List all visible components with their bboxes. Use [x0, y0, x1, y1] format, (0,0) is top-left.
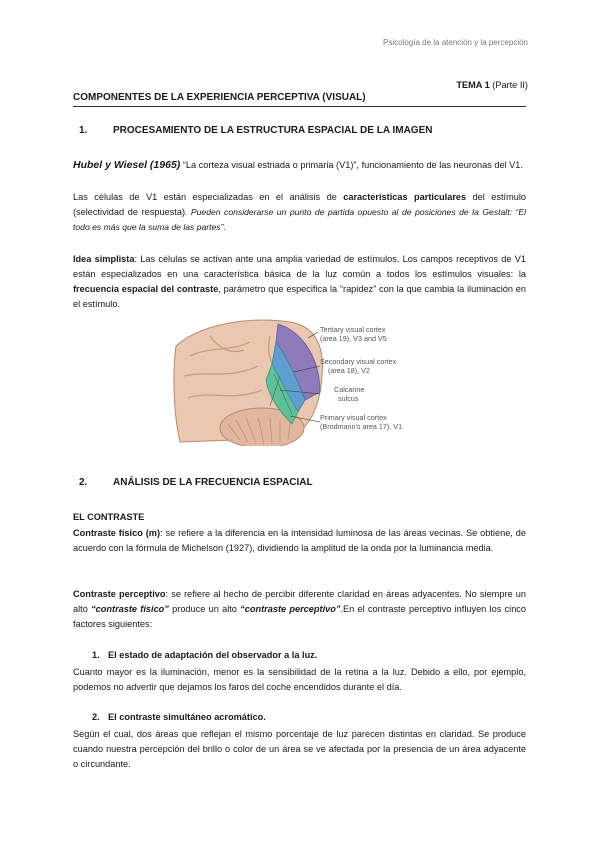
section-1-number: 1.	[79, 125, 88, 136]
citation-rest: , funcionamiento de las neuronas del V1.	[356, 160, 523, 170]
factor-1-number: 1.	[92, 650, 100, 660]
factor-1-text: Cuanto mayor es la iluminación, menor es la sensibilidad de la retina a la luz. Debido a ello, por ejemplo, podemos no advertir que dejamos los faros del coche encendidos durante el día.	[73, 667, 526, 692]
author-citation: Hubel y Wiesel (1965)	[73, 159, 181, 171]
section-2-number: 2.	[79, 477, 88, 488]
topic-label	[456, 80, 528, 90]
factor-2-heading	[92, 712, 266, 722]
running-header: Psicología de la atención y la percepción	[383, 38, 528, 47]
factor-1-title: El estado de adaptación del observador a la luz.	[108, 650, 318, 660]
paragraph-simple-idea	[73, 252, 526, 312]
bold-italic-term: “contraste físico”	[91, 604, 169, 614]
document-title: COMPONENTES DE LA EXPERIENCIA PERCEPTIVA (VISUAL)	[73, 92, 526, 107]
text-run: Las células de V1 están especializadas en el análisis de	[73, 192, 344, 202]
label-tertiary-cortex: Tertiary visual cortex	[320, 325, 386, 334]
bold-term: Contraste perceptivo	[73, 589, 166, 599]
paragraph-perceptual-contrast	[73, 587, 526, 632]
label-secondary-cortex-detail: (area 18), V2	[328, 366, 370, 375]
label-sulcus: sulcus	[338, 394, 359, 403]
bold-term: Idea simplista	[73, 254, 135, 264]
text-run: produce un alto	[168, 604, 241, 614]
factor-2-text: Según el cual, dos áreas que reflejan el mismo porcentaje de luz parecen distintas en claridad. Se produce cuando nuestra percepción del brillo o color de un área se ve afectada por la presencia de un área adyacente o circundante.	[73, 729, 526, 769]
text-run: : se refiere al hecho de percibir diferente claridad en áreas adyacentes. No siempre un alto	[73, 589, 526, 614]
factor-2-number: 2.	[92, 712, 100, 722]
bold-italic-term: “contraste perceptivo”	[240, 604, 341, 614]
paragraph-v1-cells	[73, 190, 526, 235]
label-primary-cortex-detail: (Brodmann's area 17), V1	[320, 422, 403, 431]
subheading-contrast: EL CONTRASTE	[73, 512, 145, 522]
label-primary-cortex: Primary visual cortex	[320, 413, 387, 422]
paragraph-hubel-wiesel	[73, 158, 526, 173]
text-run: .En el contraste perceptivo influyen los cinco factores siguientes:	[73, 604, 527, 629]
text-run: : Las células se activan ante una amplia variedad de estímulos. Los campos receptivos de V1 están especializados en una característica básica de la luz común a todos los estímulos visuales: la	[73, 254, 526, 279]
bold-term: Contraste físico (m)	[73, 528, 161, 538]
text-run: , parámetro que especifica la “rapidez” con la que cambia la iluminación en el estímulo.	[73, 284, 526, 309]
citation-quote: “La corteza visual estriada o primaria (V1)”	[182, 160, 357, 170]
label-calcarine: Calcarine	[334, 385, 365, 394]
text-run: del estímulo (selectividad de respuesta)	[73, 192, 526, 217]
text-run: : se refiere a la diferencia en la intensidad luminosa de las áreas vecinas. Se obtiene, de acuerdo con la fórmula de Michelson (1927), dividiendo la amplitud de la onda por la luminancia media.	[73, 528, 526, 553]
bold-term: características particulares	[343, 192, 467, 202]
paragraph-physical-contrast	[73, 526, 526, 556]
italic-note: . Pueden considerarse un punto de partida opuesto al de posiciones de la Gestalt: “El todo es más que la suma de las partes”.	[73, 207, 526, 232]
topic-number: TEMA 1	[456, 80, 490, 90]
topic-part: (Parte II)	[492, 80, 528, 90]
label-tertiary-cortex-detail: (area 19), V3 and V5	[320, 334, 387, 343]
factor-2-title: El contraste simultáneo acromático.	[108, 712, 266, 722]
brain-illustration	[170, 316, 430, 446]
label-secondary-cortex: Secondary visual cortex	[320, 357, 397, 366]
section-2-title: ANÁLISIS DE LA FRECUENCIA ESPACIAL	[113, 477, 313, 488]
section-1-heading	[73, 125, 432, 136]
factor-1-heading	[92, 650, 317, 660]
section-1-title: PROCESAMIENTO DE LA ESTRUCTURA ESPACIAL DE LA IMAGEN	[113, 125, 433, 136]
bold-term: frecuencia espacial del contraste	[73, 284, 219, 294]
visual-cortex-figure	[170, 316, 430, 446]
section-2-heading	[73, 477, 313, 488]
